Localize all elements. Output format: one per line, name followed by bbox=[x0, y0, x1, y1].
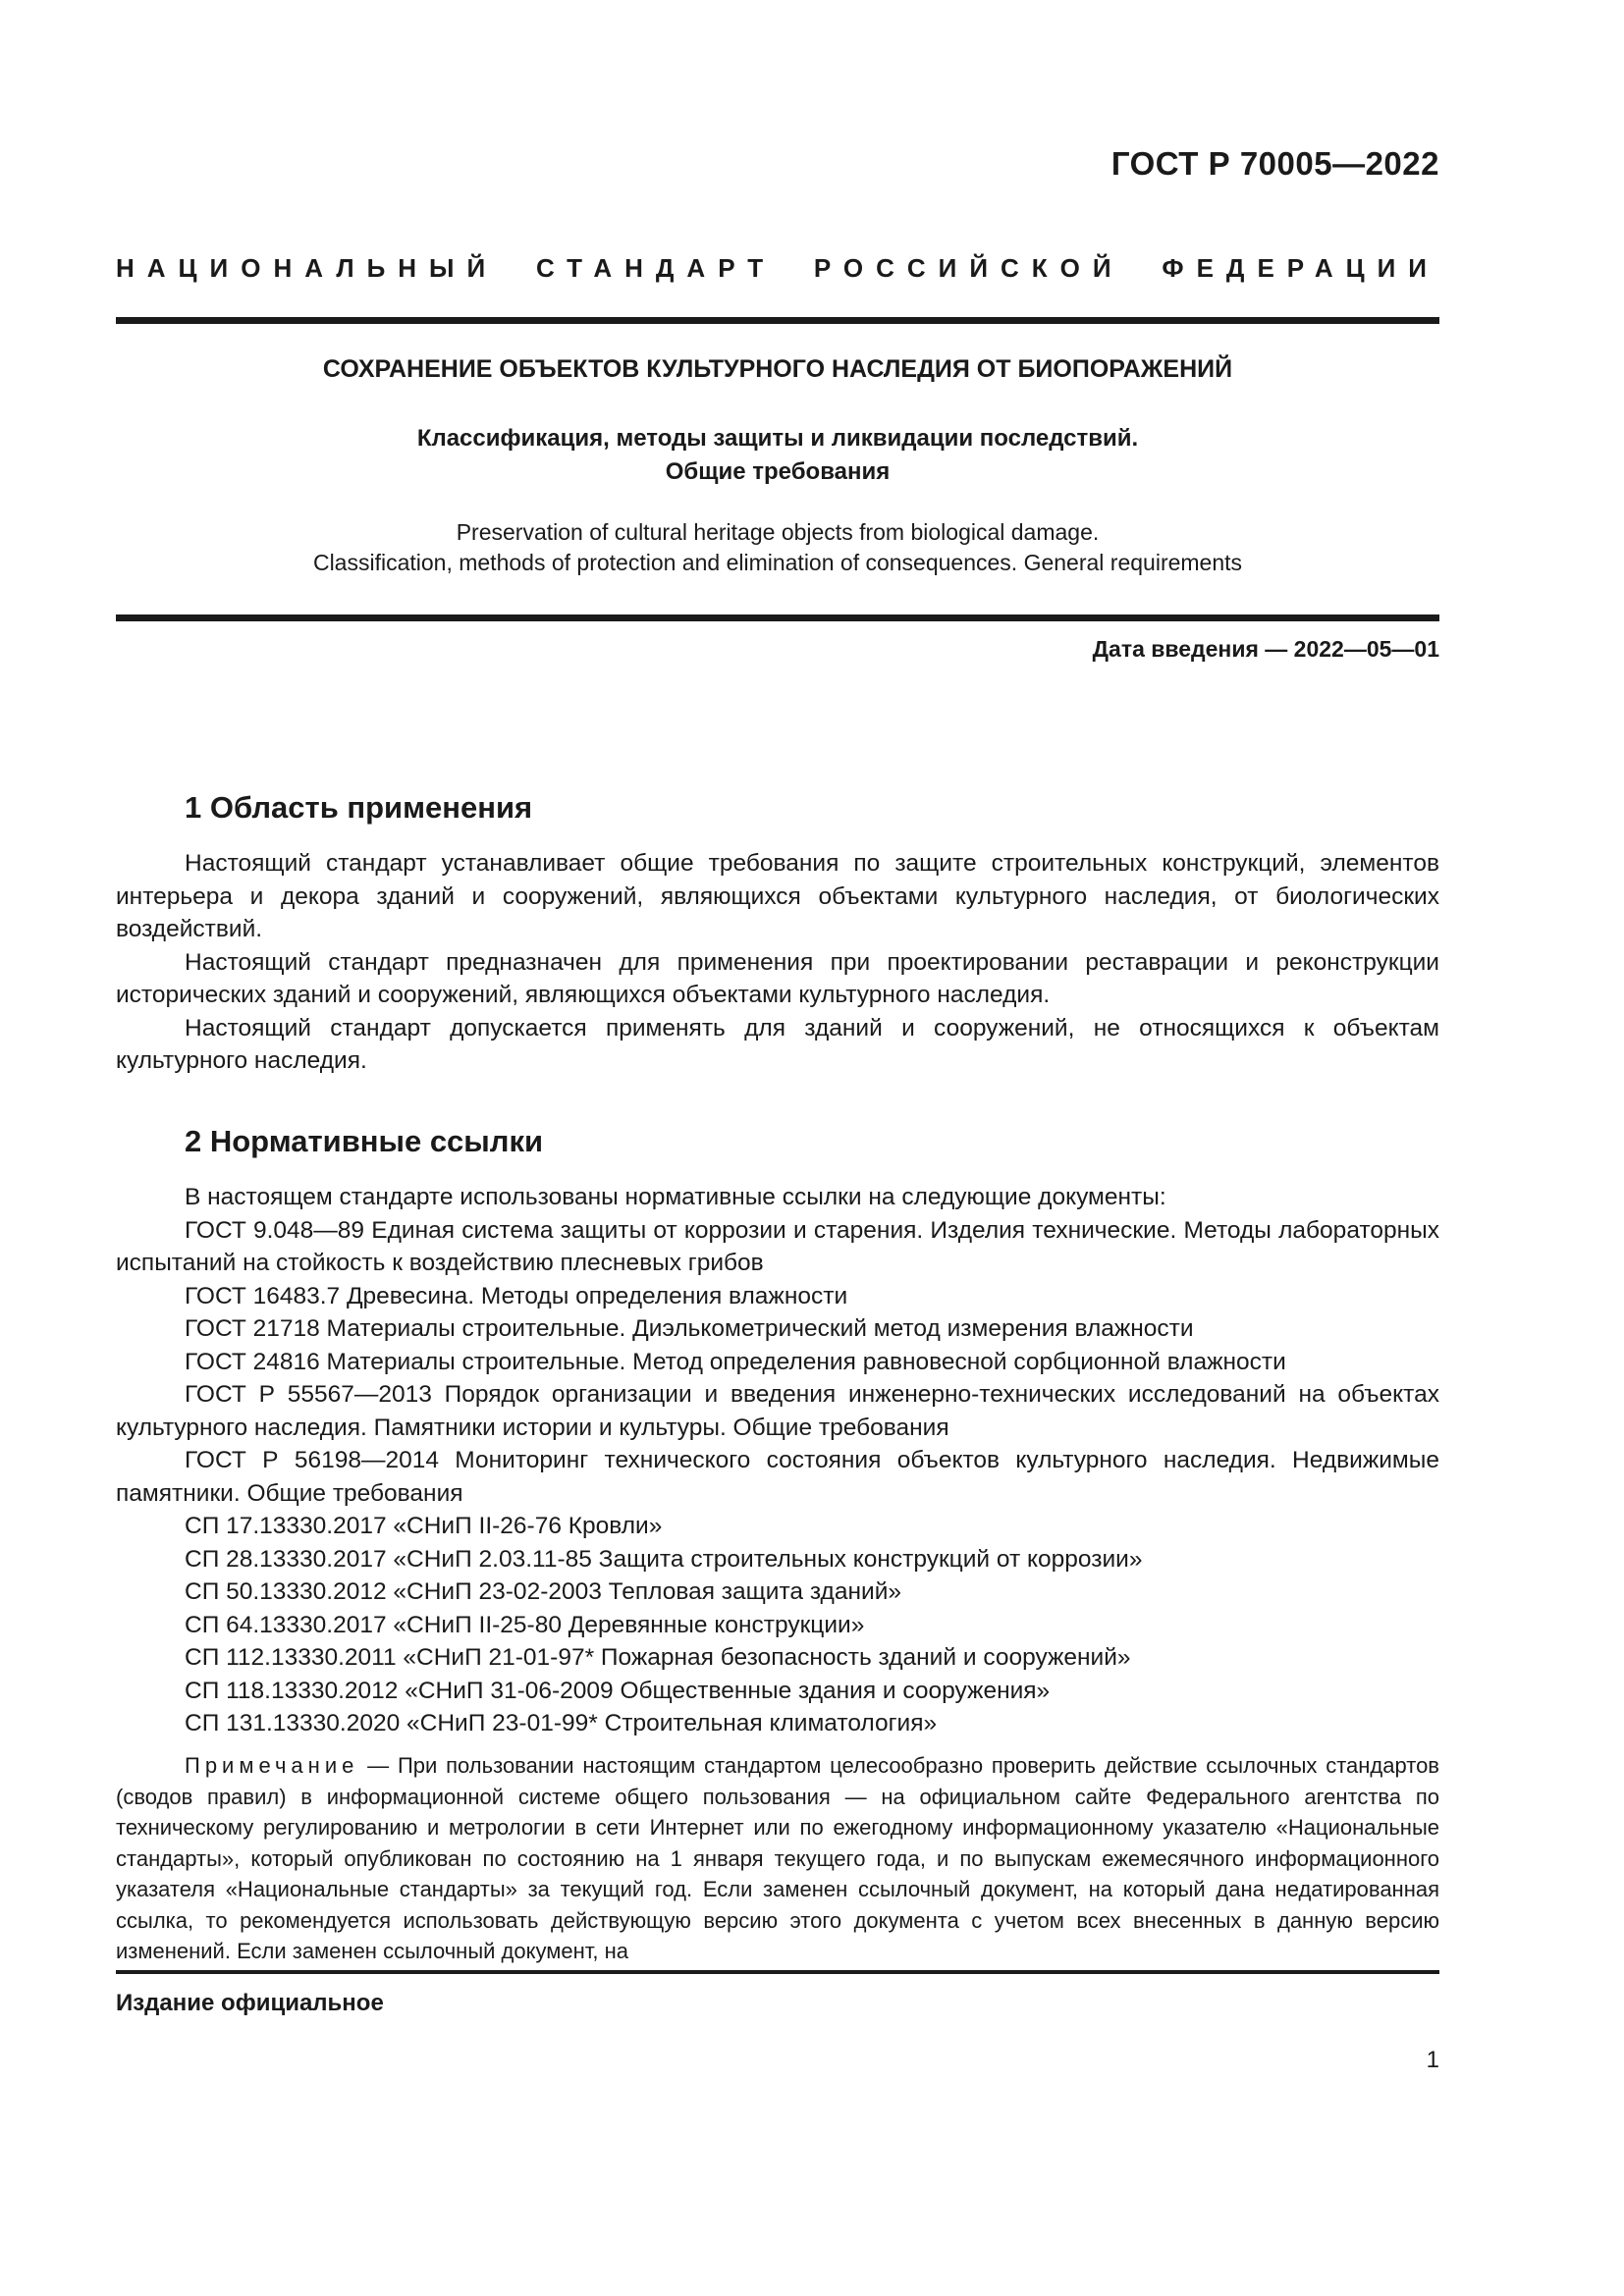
reference-item: СП 131.13330.2020 «СНиП 23-01-99* Строительная климатология» bbox=[185, 1710, 938, 1736]
subtitle-line: Общие требования bbox=[665, 458, 891, 485]
english-title bbox=[116, 517, 1439, 578]
note-block bbox=[116, 1750, 1439, 1967]
edition-label: Издание официальное bbox=[116, 1990, 384, 2016]
document-title: СОХРАНЕНИЕ ОБЪЕКТОВ КУЛЬТУРНОГО НАСЛЕДИЯ ОТ БИОПОРАЖЕНИЙ bbox=[322, 355, 1233, 383]
section-1-heading: 1 Область применения bbox=[185, 790, 533, 825]
reference-item: ГОСТ 16483.7 Древесина. Методы определения влажности bbox=[185, 1282, 848, 1309]
introduction-date: Дата введения — 2022—05—01 bbox=[1092, 636, 1439, 662]
subtitle-line: Классификация, методы защиты и ликвидации последствий. bbox=[416, 425, 1139, 452]
top-rule bbox=[116, 317, 1439, 324]
reference-item: СП 112.13330.2011 «СНиП 21-01-97* Пожарная безопасность зданий и сооружений» bbox=[185, 1644, 1131, 1671]
reference-item: ГОСТ 24816 Материалы строительные. Метод определения равновесной сорбционной влажности bbox=[185, 1348, 1286, 1375]
title-rule bbox=[116, 614, 1439, 621]
references-intro: В настоящем стандарте использованы нормативные ссылки на следующие документы: bbox=[185, 1184, 1166, 1210]
reference-item: СП 17.13330.2017 «СНиП II-26-76 Кровли» bbox=[185, 1513, 663, 1539]
national-standard-banner: НАЦИОНАЛЬНЫЙ СТАНДАРТ РОССИЙСКОЙ ФЕДЕРАЦИИ bbox=[116, 253, 1439, 283]
reference-item: СП 64.13330.2017 «СНиП II-25-80 Деревянные конструкции» bbox=[185, 1611, 865, 1638]
document-number: ГОСТ Р 70005—2022 bbox=[1110, 145, 1439, 182]
paragraph: Настоящий стандарт допускается применять для зданий и сооружений, не относящихся к объектам культурного наследия. bbox=[116, 1014, 1439, 1074]
section-2-heading: 2 Нормативные ссылки bbox=[185, 1124, 544, 1158]
reference-item: СП 28.13330.2017 «СНиП 2.03.11-85 Защита строительных конструкций от коррозии» bbox=[185, 1545, 1143, 1573]
reference-item: ГОСТ 9.048—89 Единая система защиты от коррозии и старения. Изделия технические. Методы лабораторных испытаний на стойкость к воздействию плесневых грибов bbox=[116, 1216, 1439, 1276]
paragraph: Настоящий стандарт предназначен для применения при проектировании реставрации и реконструкции исторических зданий и сооружений, являющихся объектами культурного наследия. bbox=[116, 948, 1439, 1008]
english-title-line: Classification, methods of protection and elimination of consequences. General requirements bbox=[312, 550, 1243, 575]
page-number: 1 bbox=[1426, 2047, 1439, 2073]
note-text: — При пользовании настоящим стандартом целесообразно проверить действие ссылочных стандартов (сводов правил) в информационной системе общего пользования — на официальном сайте Федерального агентства по техническому регулированию и метрологии в сети Интернет или по ежегодному информационному указателю «Национальные стандарты», который опубликован по состоянию на 1 января текущего года, и по выпускам ежемесячного информационного указателя «Национальные стандарты» за текущий год. Если заменен ссылочный документ, на который дана недатированная ссылка, то рекомендуется использовать действующую версию этого документа с учетом всех внесенных в данную версию изменений. Если заменен ссылочный документ, на bbox=[116, 1753, 1439, 1963]
reference-item: ГОСТ Р 55567—2013 Порядок организации и введения инженерно-технических исследований на объектах культурного наследия. Памятники истории и культуры. Общие требования bbox=[116, 1381, 1439, 1441]
reference-item: СП 118.13330.2012 «СНиП 31-06-2009 Общественные здания и сооружения» bbox=[185, 1677, 1051, 1704]
reference-item: ГОСТ 21718 Материалы строительные. Диэлькометрический метод измерения влажности bbox=[185, 1315, 1194, 1342]
english-title-line: Preservation of cultural heritage objects from biological damage. bbox=[456, 519, 1100, 545]
note-label: Примечание bbox=[185, 1753, 359, 1778]
paragraph: Настоящий стандарт устанавливает общие требования по защите строительных конструкций, элементов интерьера и декора зданий и сооружений, являющихся объектами культурного наследия, от биологических воздействий. bbox=[116, 850, 1439, 942]
reference-item: ГОСТ Р 56198—2014 Мониторинг технического состояния объектов культурного наследия. Недвижимые памятники. Общие требования bbox=[116, 1447, 1439, 1507]
footer-rule bbox=[116, 1970, 1439, 1974]
normative-references bbox=[116, 1181, 1439, 1740]
document-subtitle bbox=[116, 422, 1439, 489]
section-1-body bbox=[116, 847, 1439, 1078]
reference-item: СП 50.13330.2012 «СНиП 23-02-2003 Тепловая защита зданий» bbox=[185, 1578, 901, 1605]
